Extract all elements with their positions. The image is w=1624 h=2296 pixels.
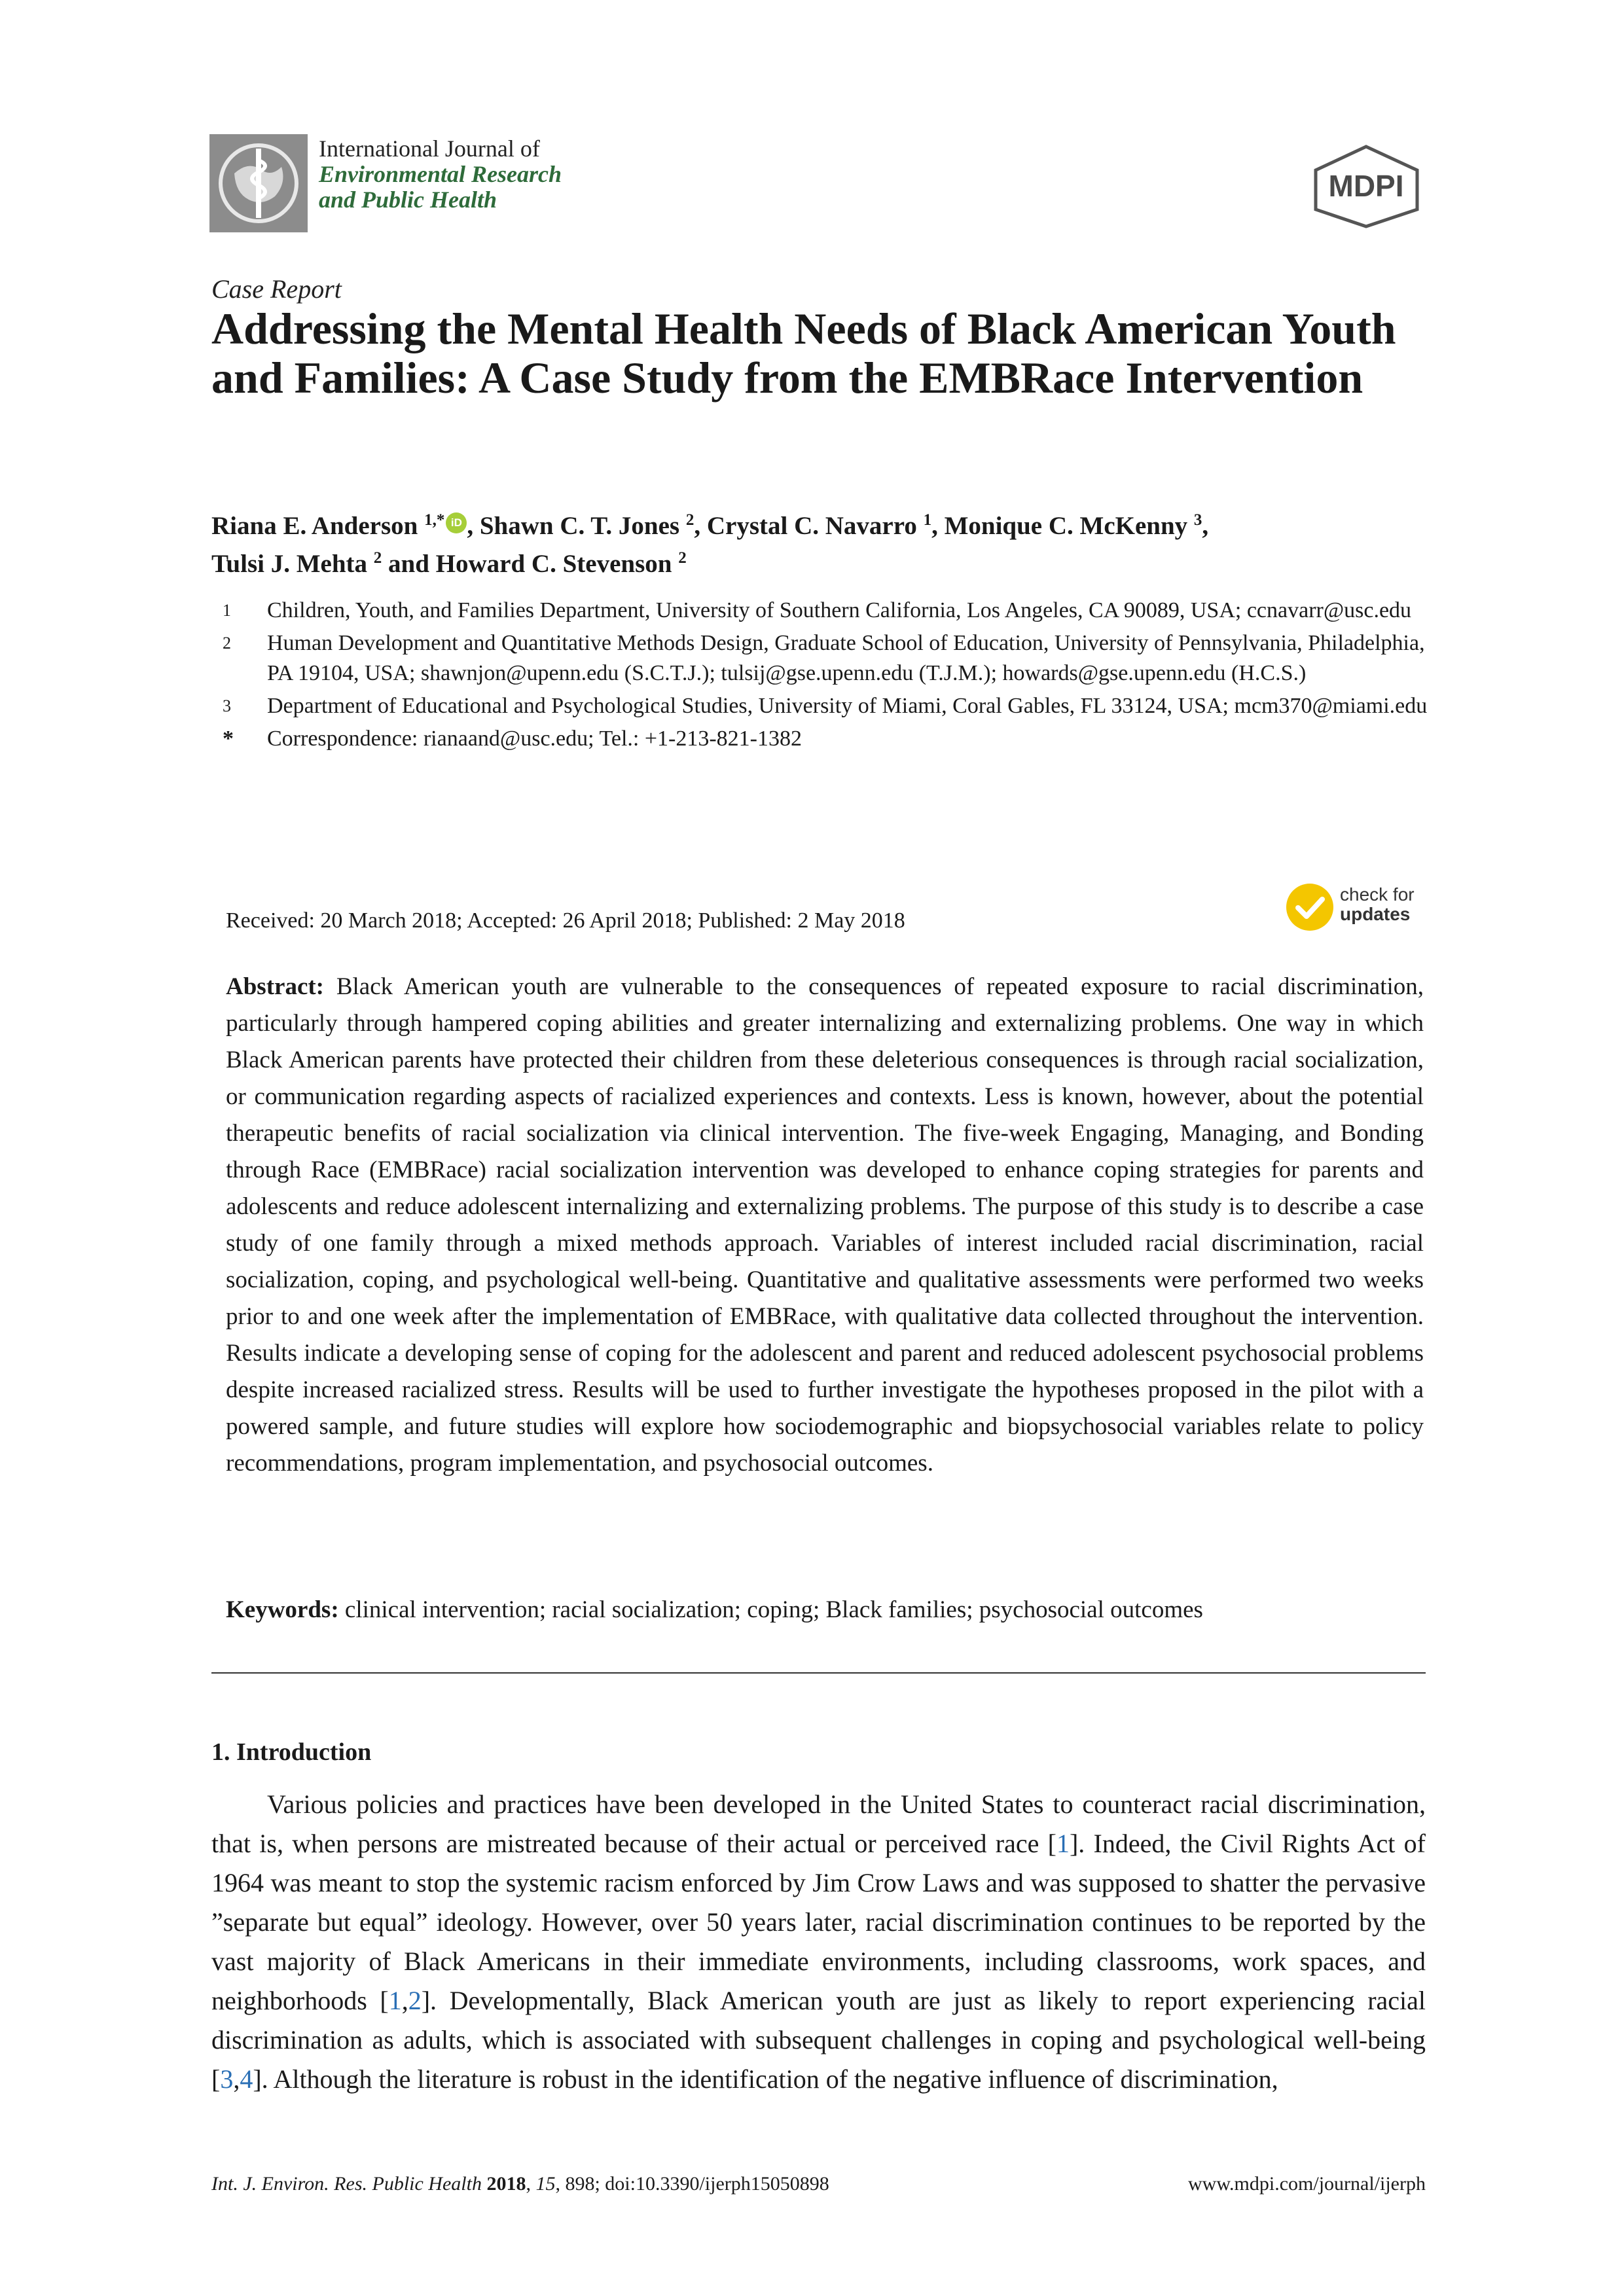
affiliation-number: 1 xyxy=(223,601,231,620)
intro-text: Various policies and practices have been developed in the United States to counteract racial discrimination, that is, when persons are mistreated because of their actual or perceived race [ xyxy=(211,1789,1426,1858)
footer-volume: 15 xyxy=(535,2173,556,2195)
author-affiliation: 2 xyxy=(685,511,695,529)
keywords-text: clinical intervention; racial socialization; coping; Black families; psychosocial outcomes xyxy=(344,1596,1203,1623)
affiliation-item xyxy=(211,628,1455,689)
updates-text xyxy=(1340,885,1415,924)
author-affiliation: 2 xyxy=(373,549,382,567)
author-affiliation: 2 xyxy=(678,549,687,567)
section-heading: 1. Introduction xyxy=(211,1738,372,1766)
keywords xyxy=(226,1596,1443,1624)
journal-url-link[interactable]: www.mdpi.com/journal/ijerph xyxy=(1188,2173,1426,2195)
correspondence-item xyxy=(211,724,1455,754)
abstract xyxy=(226,969,1424,1482)
affiliations xyxy=(211,596,1455,757)
affiliation-number: 2 xyxy=(223,634,231,653)
article-title: Addressing the Mental Health Needs of Black American Youth and Families: A Case Study from the EMBRace Intervention xyxy=(211,304,1396,403)
section-divider xyxy=(211,1672,1426,1674)
mdpi-logo-text: MDPI xyxy=(1328,169,1404,203)
citation-link[interactable]: 4 xyxy=(240,2064,253,2094)
journal-name-line1: International Journal of xyxy=(319,135,540,162)
check-for-updates-badge[interactable] xyxy=(1286,884,1430,936)
author-name[interactable]: Tulsi J. Mehta xyxy=(211,550,368,578)
affiliation-item xyxy=(211,691,1455,721)
journal-name-line2: Environmental Research xyxy=(319,161,562,187)
footer-journal: Int. J. Environ. Res. Public Health xyxy=(211,2173,482,2195)
affiliation-text: Human Development and Quantitative Methods Design, Graduate School of Education, University of Pennsylvania, Philadelphia, PA 19104, USA; shawnjon@upenn.edu (S.C.T.J.); tulsij@gse.upenn.edu (T.J.M.); howards@gse.upenn.edu (H.C.S.) xyxy=(267,631,1425,685)
check-icon xyxy=(1286,884,1333,931)
abstract-text: Black American youth are vulnerable to the consequences of repeated exposure to racial discrimination, particularly through hampered coping abilities and greater internalizing and externalizing problems. One way in which Black American parents have protected their children from these deleterious consequences is through racial socialization, or communication regarding aspects of racialized experiences and contexts. Less is known, however, about the potential therapeutic benefits of racial socialization via clinical intervention. The five-week Engaging, Managing, and Bonding through Race (EMBRace) racial socialization intervention was developed to enhance coping strategies for parents and adolescents and reduce adolescent internalizing and externalizing problems. The purpose of this study is to describe a case study of one family through a mixed methods approach. Variables of interest included racial discrimination, racial socialization, coping, and psychological well-being. Quantitative and qualitative assessments were performed two weeks prior to and one week after the implementation of EMBRace, with qualitative data collected throughout the intervention. Results indicate a developing sense of coping for the adolescent and parent and reduced adolescent psychosocial problems despite increased racialized stress. Results will be used to further investigate the hypotheses proposed in the pilot with a powered sample, and future studies will explore how sociodemographic and biopsychosocial variables relate to policy recommendations, program implementation, and psychosocial outcomes. xyxy=(226,973,1424,1477)
author-name[interactable]: Howard C. Stevenson xyxy=(435,550,672,578)
abstract-label: Abstract: xyxy=(226,973,325,1000)
citation-separator: , xyxy=(233,2064,240,2094)
footer-doi: , 898; doi:10.3390/ijerph15050898 xyxy=(555,2173,829,2195)
updates-line2: updates xyxy=(1340,904,1411,924)
intro-text: ]. Indeed, the Civil Rights Act of 1964 was meant to stop the systemic racism enforced by Jim Crow Laws and was supposed to shatter the pervasive ”separate but equal” ideology. However, over 50 years later, racial discrimination continues to be reported by the vast majority of Black Americans in their immediate environments, including classrooms, work spaces, and neighborhoods [ xyxy=(211,1829,1426,2015)
author-name[interactable]: Riana E. Anderson xyxy=(211,512,418,540)
author-affiliation: 3 xyxy=(1193,511,1202,529)
journal-logo xyxy=(209,134,308,232)
orcid-icon[interactable]: iD xyxy=(446,512,467,533)
affiliation-number: 3 xyxy=(223,696,231,715)
correspondence-text: Correspondence: rianaand@usc.edu; Tel.: +1-213-821-1382 xyxy=(267,726,802,751)
journal-name xyxy=(319,136,562,213)
publication-dates: Received: 20 March 2018; Accepted: 26 April 2018; Published: 2 May 2018 xyxy=(226,908,905,933)
author-affiliation: 1,* xyxy=(424,511,445,529)
author-list: Riana E. Anderson $^{1,*}$ iD , Shawn C. T. Jones $^2$, Crystal C. Navarro $^1$, Monique C. McKenny $^3$, Tulsi J. Mehta $^2$ and Howard C. Stevenson $^2$ xyxy=(211,511,1209,578)
affiliation-item xyxy=(211,596,1455,626)
footer-citation: Int. J. Environ. Res. Public Health 2018, 15, 898; doi:10.3390/ijerph15050898 xyxy=(211,2173,829,2195)
affiliation-text: Department of Educational and Psychological Studies, University of Miami, Coral Gables, FL 33124, USA; mcm370@miami.edu xyxy=(267,694,1428,718)
author-name[interactable]: Crystal C. Navarro xyxy=(706,512,917,540)
citation-separator: , xyxy=(401,1986,408,2015)
introduction-paragraph xyxy=(211,1785,1426,2099)
correspondence-mark: * xyxy=(223,726,234,751)
keywords-label: Keywords: xyxy=(226,1596,339,1623)
citation-link[interactable]: 1 xyxy=(388,1986,402,2015)
updates-line1: check for xyxy=(1340,884,1415,905)
journal-name-line3: and Public Health xyxy=(319,187,497,213)
citation-link[interactable]: 3 xyxy=(220,2064,234,2094)
mdpi-logo xyxy=(1309,144,1424,229)
author-name[interactable]: Shawn C. T. Jones xyxy=(479,512,680,540)
footer-year: 2018 xyxy=(486,2173,526,2195)
author-affiliation: 1 xyxy=(923,511,932,529)
citation-link[interactable]: 1 xyxy=(1056,1829,1070,1858)
intro-text: ]. Developmentally, Black American youth are just as likely to report experiencing racial discrimination as adults, which is associated with subsequent challenges in coping and psychological well-being [ xyxy=(211,1986,1426,2094)
author-name[interactable]: Monique C. McKenny xyxy=(944,512,1188,540)
affiliation-text: Children, Youth, and Families Department, University of Southern California, Los Angeles, CA 90089, USA; ccnavarr@usc.edu xyxy=(267,598,1412,622)
article-type: Case Report xyxy=(211,274,342,304)
intro-text: ]. Although the literature is robust in the identification of the negative influence of discrimination, xyxy=(253,2064,1278,2094)
citation-link[interactable]: 2 xyxy=(408,1986,422,2015)
